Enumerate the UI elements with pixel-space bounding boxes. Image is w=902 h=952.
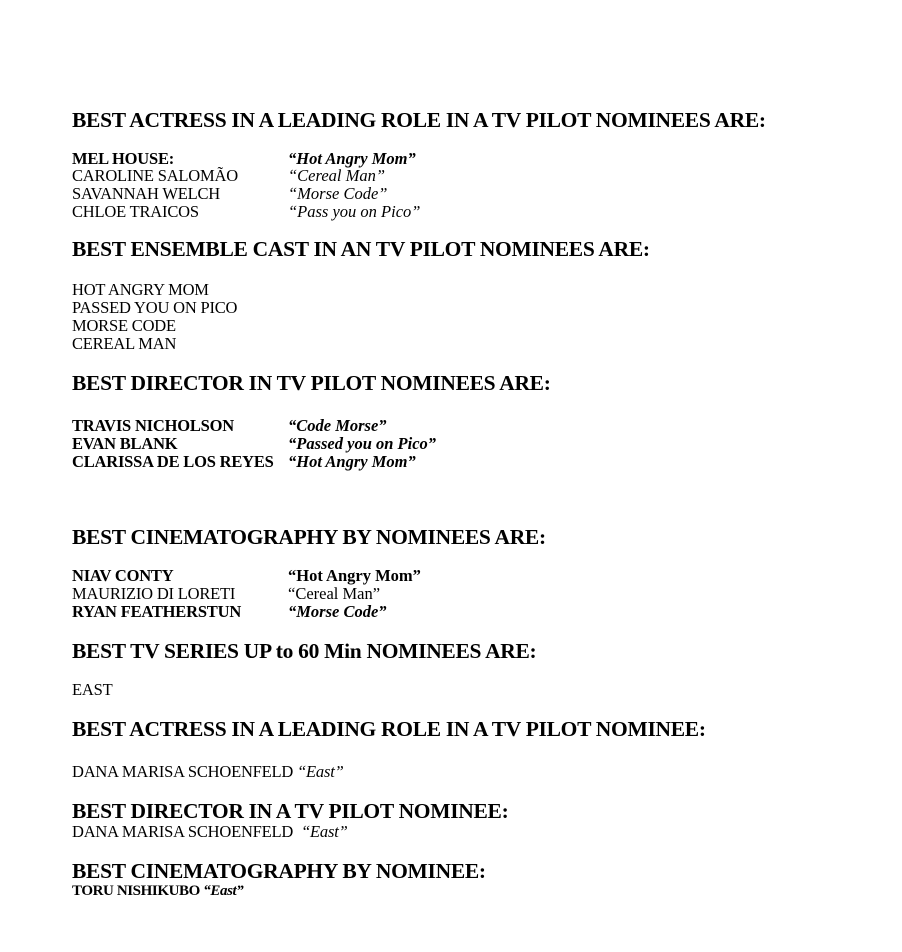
nominee-name: DANA MARISA SCHOENFELD — [72, 822, 294, 841]
heading-best-cinematography-nominees: BEST CINEMATOGRAPHY BY NOMINEES ARE: — [72, 525, 546, 549]
heading-best-director-pilot-nominee: BEST DIRECTOR IN A TV PILOT NOMINEE: — [72, 799, 509, 823]
nominee-name: TORU NISHIKUBO — [72, 883, 200, 899]
nominee-title: “Hot Angry Mom” — [288, 149, 416, 168]
nominee-title: “Passed you on Pico” — [288, 434, 437, 453]
nominee-name: CAROLINE SALOMÃO — [72, 166, 238, 185]
heading-best-actress-pilot-nominees: BEST ACTRESS IN A LEADING ROLE IN A TV PILOT NOMINEES ARE: — [72, 108, 766, 132]
nominee-name: TRAVIS NICHOLSON — [72, 416, 235, 435]
nominee-name: DANA MARISA SCHOENFELD — [72, 762, 294, 781]
nominee-title: “East” — [301, 822, 348, 841]
nominee-title: “Code Morse” — [288, 416, 387, 435]
nominee-title: “Cereal Man” — [288, 584, 381, 603]
heading-best-tv-series-nominees: BEST TV SERIES UP to 60 Min NOMINEES ARE: — [72, 639, 537, 663]
nominee-name: CLARISSA DE LOS REYES — [72, 452, 274, 471]
nominee-line — [72, 823, 348, 841]
list-item: HOT ANGRY MOM — [72, 280, 209, 299]
nominee-title: “East” — [203, 883, 244, 899]
nominee-name: MAURIZIO DI LORETI — [72, 584, 236, 603]
nominee-line — [72, 763, 344, 781]
nominee-name: CHLOE TRAICOS — [72, 202, 199, 221]
nominee-name: MEL HOUSE: — [72, 149, 175, 168]
list-item: CEREAL MAN — [72, 334, 177, 353]
nominee-title: “Morse Code” — [288, 184, 388, 203]
nominee-title: “Hot Angry Mom” — [288, 452, 416, 471]
list-item: PASSED YOU ON PICO — [72, 298, 238, 317]
list-item: EAST — [72, 680, 113, 699]
nominee-title: “Cereal Man” — [288, 166, 386, 185]
heading-best-director-pilot-nominees: BEST DIRECTOR IN TV PILOT NOMINEES ARE: — [72, 371, 551, 395]
nominee-name: SAVANNAH WELCH — [72, 184, 221, 203]
nominee-title: “Hot Angry Mom” — [288, 566, 421, 585]
heading-best-cinematography-nominee: BEST CINEMATOGRAPHY BY NOMINEE: — [72, 859, 486, 883]
list-item: MORSE CODE — [72, 316, 176, 335]
nominee-name: RYAN FEATHERSTUN — [72, 602, 242, 621]
nominee-name: EVAN BLANK — [72, 434, 178, 453]
nominee-line — [72, 882, 243, 900]
heading-best-actress-pilot-nominee: BEST ACTRESS IN A LEADING ROLE IN A TV PILOT NOMINEE: — [72, 717, 706, 741]
nominee-title: “Pass you on Pico” — [288, 202, 421, 221]
nominee-title: “Morse Code” — [288, 602, 387, 621]
nominee-name: NIAV CONTY — [72, 566, 174, 585]
heading-best-ensemble-cast-nominees: BEST ENSEMBLE CAST IN AN TV PILOT NOMINEES ARE: — [72, 237, 650, 261]
nominee-title: “East” — [297, 762, 344, 781]
